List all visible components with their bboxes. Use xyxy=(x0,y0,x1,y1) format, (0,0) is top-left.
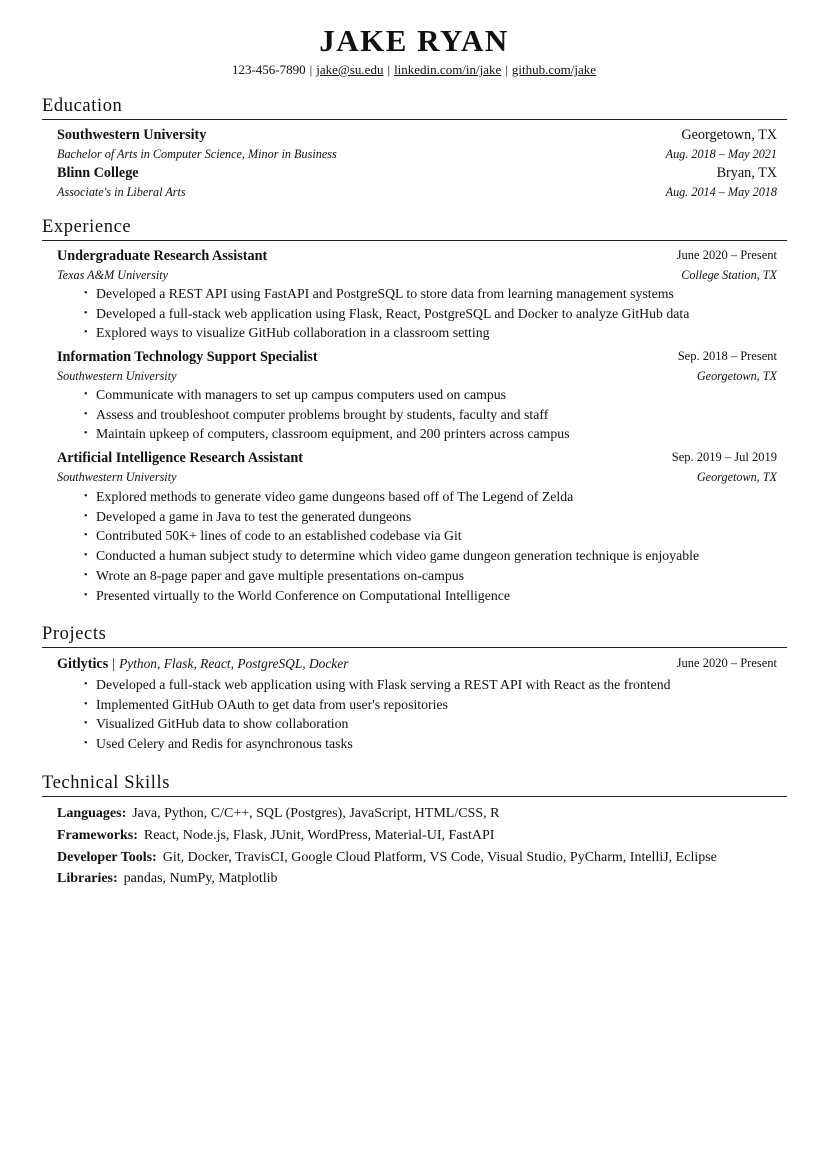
project-dates: June 2020 – Present xyxy=(676,656,777,670)
bullet-item: • Developed a game in Java to test the generated dungeons xyxy=(82,507,699,527)
degree: Associate's in Liberal Arts xyxy=(57,185,186,199)
skills-list xyxy=(57,803,717,890)
phone-number: 123-456-7890 xyxy=(231,62,306,77)
contact-separator: | xyxy=(505,62,508,77)
project-separator: | xyxy=(112,656,116,672)
section-divider xyxy=(42,240,787,241)
job-bullets xyxy=(82,284,689,343)
bullet-item: • Developed a full-stack web application using Flask, React, PostgreSQL and Docker to analyze GitHub data xyxy=(82,304,689,324)
section-title-education: Education xyxy=(42,96,123,116)
job-title: Information Technology Support Specialist xyxy=(57,349,318,365)
skill-line xyxy=(57,825,717,847)
school-location: Bryan, TX xyxy=(716,165,777,181)
project-name: Gitlytics xyxy=(57,656,109,672)
skill-label: Developer Tools: xyxy=(57,849,157,865)
bullet-item: • Developed a REST API using FastAPI and PostgreSQL to store data from learning management systems xyxy=(82,284,689,304)
bullet-item: • Developed a full-stack web application using with Flask serving a REST API with React as the frontend xyxy=(82,675,671,695)
job-organization: Texas A&M University xyxy=(57,268,169,282)
job-dates: Sep. 2019 – Jul 2019 xyxy=(671,450,777,464)
skill-line xyxy=(57,803,717,825)
job-organization: Southwestern University xyxy=(57,369,177,383)
bullet-item: • Maintain upkeep of computers, classroom equipment, and 200 printers across campus xyxy=(82,424,570,444)
section-title-skills: Technical Skills xyxy=(42,773,171,793)
bullet-item: • Contributed 50K+ lines of code to an established codebase via Git xyxy=(82,526,699,546)
section-divider xyxy=(42,647,787,648)
skill-label: Frameworks: xyxy=(57,827,138,843)
job-location: Georgetown, TX xyxy=(696,369,777,383)
job-location: College Station, TX xyxy=(681,268,777,282)
bullet-item: • Assess and troubleshoot computer problems brought by students, faculty and staff xyxy=(82,405,570,425)
bullet-item: • Explored ways to visualize GitHub collaboration in a classroom setting xyxy=(82,323,689,343)
education-entry-header xyxy=(57,125,777,145)
section-divider xyxy=(42,119,787,120)
school-name: Southwestern University xyxy=(57,127,207,143)
job-location: Georgetown, TX xyxy=(696,470,777,484)
bullet-item: • Implemented GitHub OAuth to get data from user's repositories xyxy=(82,695,671,715)
section-title-experience: Experience xyxy=(42,217,132,237)
project-header xyxy=(57,654,777,674)
education-dates: Aug. 2014 – May 2018 xyxy=(665,185,777,199)
project-heading xyxy=(57,654,348,674)
skill-value: Git, Docker, TravisCI, Google Cloud Platform, VS Code, Visual Studio, PyCharm, IntelliJ, Eclipse xyxy=(162,849,717,865)
bullet-item: • Conducted a human subject study to determine which video game dungeon generation technique is enjoyable xyxy=(82,546,699,566)
skill-label: Libraries: xyxy=(57,871,118,887)
email-link[interactable]: jake@su.edu xyxy=(316,62,384,77)
candidate-name: JAKE RYAN xyxy=(319,23,509,58)
bullet-item: • Explored methods to generate video game dungeons based off of The Legend of Zelda xyxy=(82,487,699,507)
job-header xyxy=(57,347,777,367)
skill-value: pandas, NumPy, Matplotlib xyxy=(123,871,278,887)
skill-line xyxy=(57,847,717,869)
job-subheader xyxy=(57,367,777,387)
education-dates: Aug. 2018 – May 2021 xyxy=(665,147,777,161)
job-header xyxy=(57,246,777,266)
bullet-item: • Presented virtually to the World Conference on Computational Intelligence xyxy=(82,586,699,606)
skill-label: Languages: xyxy=(57,806,127,821)
section-title-projects: Projects xyxy=(42,624,107,644)
job-title: Artificial Intelligence Research Assistant xyxy=(57,450,304,466)
job-bullets xyxy=(82,487,699,605)
school-name: Blinn College xyxy=(57,165,139,181)
bullet-item: • Communicate with managers to set up campus computers used on campus xyxy=(82,385,570,405)
job-title: Undergraduate Research Assistant xyxy=(57,248,268,264)
education-entry-detail xyxy=(57,145,777,165)
skill-line xyxy=(57,868,717,890)
education-entry-detail xyxy=(57,183,777,203)
skill-value: Java, Python, C/C++, SQL (Postgres), JavaScript, HTML/CSS, R xyxy=(132,806,500,821)
bullet-item: • Wrote an 8-page paper and gave multiple presentations on-campus xyxy=(82,566,699,586)
bullet-item: • Used Celery and Redis for asynchronous tasks xyxy=(82,734,671,754)
school-location: Georgetown, TX xyxy=(681,127,777,143)
contact-line xyxy=(0,61,828,79)
bullet-item: • Visualized GitHub data to show collaboration xyxy=(82,714,671,734)
contact-separator: | xyxy=(309,62,313,77)
skill-value: React, Node.js, Flask, JUnit, WordPress, Material-UI, FastAPI xyxy=(143,827,495,843)
project-bullets xyxy=(82,675,671,754)
job-organization: Southwestern University xyxy=(57,470,177,484)
job-dates: Sep. 2018 – Present xyxy=(677,349,777,363)
section-divider xyxy=(42,796,787,797)
job-subheader xyxy=(57,468,777,488)
github-link[interactable]: github.com/jake xyxy=(511,62,597,77)
education-entry-header xyxy=(57,163,777,183)
job-subheader xyxy=(57,266,777,286)
degree: Bachelor of Arts in Computer Science, Minor in Business xyxy=(57,147,337,161)
job-dates: June 2020 – Present xyxy=(676,248,777,262)
linkedin-link[interactable]: linkedin.com/in/jake xyxy=(394,62,502,77)
project-tech: Python, Flask, React, PostgreSQL, Docker xyxy=(119,656,349,671)
job-bullets xyxy=(82,385,570,444)
job-header xyxy=(57,448,777,468)
contact-separator: | xyxy=(387,62,391,77)
